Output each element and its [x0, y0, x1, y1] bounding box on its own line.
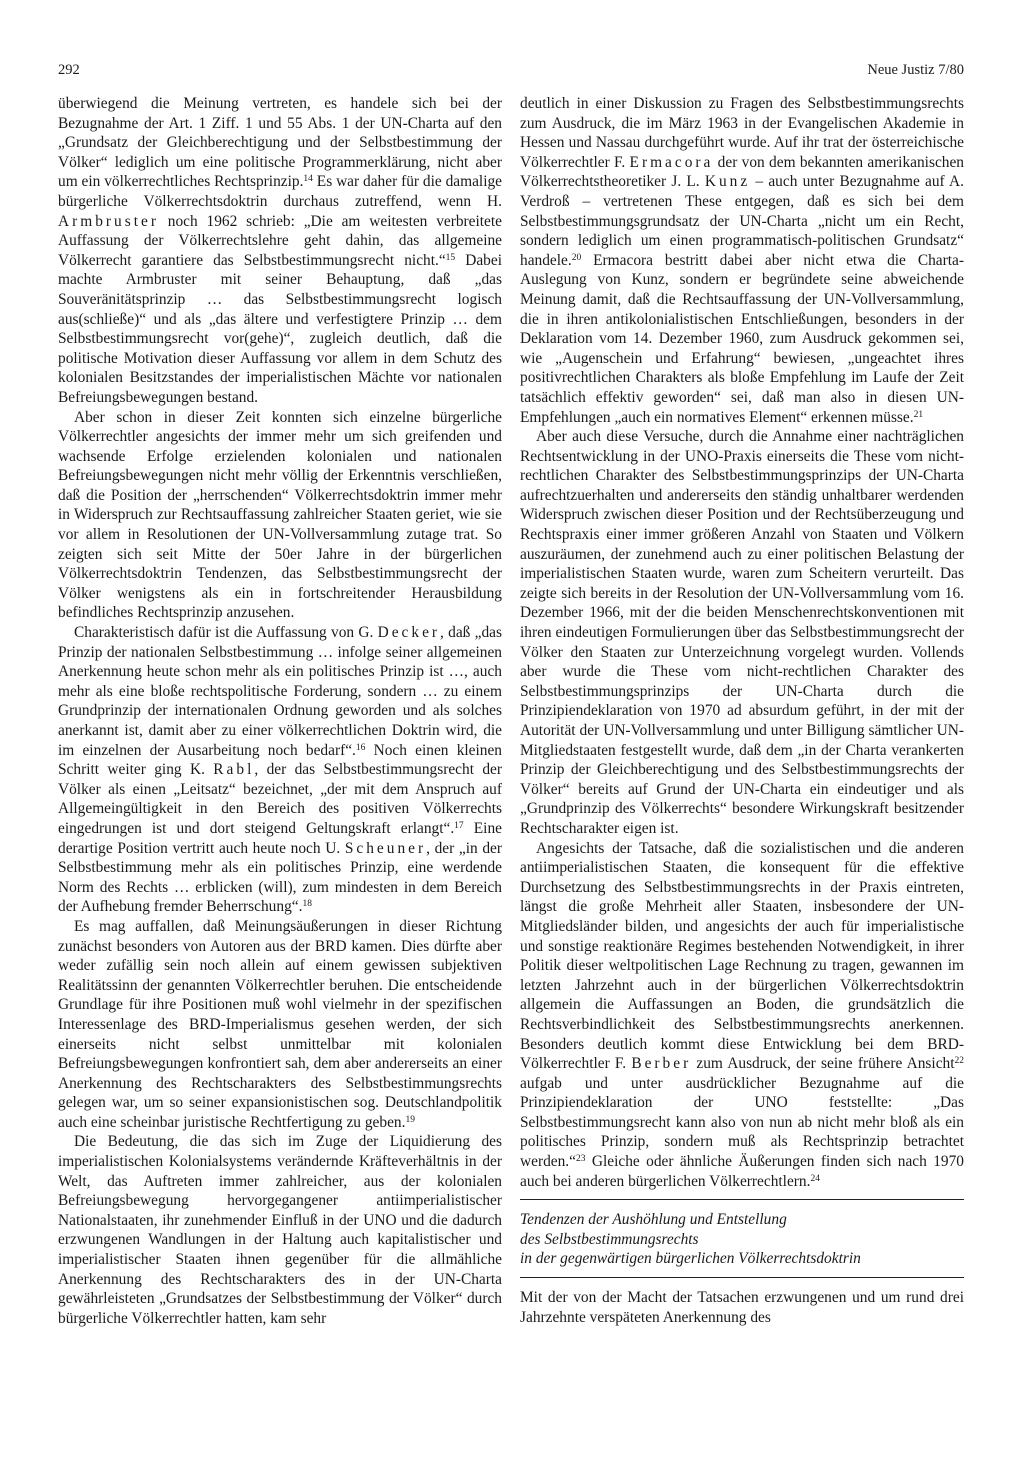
author-name: Armbruster	[58, 212, 159, 230]
footnote-ref: 17	[454, 820, 464, 831]
footnote-ref: 19	[405, 1114, 415, 1125]
section-heading	[520, 1210, 964, 1269]
author-name: Scheuner	[344, 839, 427, 857]
section-heading-line: Tendenzen der Aushöhlung und Entstellung	[520, 1211, 787, 1229]
paragraph: Angesichts der Tatsache, daß die sozialistischen und die anderen antiimperialistischen Staaten, die konsequent für die effektive Durchsetzung des Selbstbestimmungsrechts in der Praxis eintreten, längst die große Mehrheit aller Staaten, insbesondere der UN-Mitgliedsländer bilden, und angesichts der auch für imperialistische und sonstige reaktionäre Regimes bestehenden Notwendigkeit, in ihrer Politik dieser weltpolitischen Lage Rechnung zu tragen, gewannen im letzten Jahrzehnt auch in der bürgerlichen Völkerrechtsdoktrin allgemein die Auffassungen an Boden, die grundsätzlich die Rechtsverbindlichkeit des Selbstbestimmungsrechts anerkennen. Besonders deutlich kommt diese Entwicklung bei dem BRD-Völkerrechtler F. Berber zum Ausdruck, der seine frühere Ansicht$^{22}$ aufgab und unter ausdrücklicher Bezugnahme auf die Prinzipiendeklaration der UNO feststellte: „Das Selbstbestimmungsrecht kann also von nun ab nicht mehr bloß als ein politisches Prinzip, sondern muß als Rechtsprinzip betrachtet werden.“$^{23}$ Gleiche oder ähnliche Äußerungen finden sich nach 1970 auch bei anderen bürgerlichen Völkerrechtlern.$^{24}$	[520, 839, 965, 1190]
page-header	[58, 62, 964, 84]
journal-issue: Neue Justiz 7/80	[867, 62, 964, 78]
section-heading-line: in der gegenwärtigen bürgerlichen Völkerrechtsdoktrin	[520, 1250, 861, 1268]
paragraph: Aber schon in dieser Zeit konnten sich einzelne bürgerliche Völkerrechtler angesichts der immer mehr um sich greifenden und wachsende Erfolge erzielenden kolonialen und nationalen Befreiungsbewegungen nicht mehr völlig der Erkenntnis verschließen, daß die Position der „herrschenden“ Völkerrechtsdoktrin immer mehr in Widerspruch zur Rechtsauffassung zahlreicher Staaten geriet, wie sie vor allem in Resolutionen der UN-Vollversammlung zutage trat. So zeigten sich seit Mitte der 50er Jahre in der bürgerlichen Völkerrechtsdoktrin Tendenzen, das Selbstbestimmungsrecht der Völker wenigstens als ein in fortschreitender Herausbildung befindliches Rechtsprinzip anzusehen.	[58, 408, 502, 622]
author-name: Berber	[631, 1055, 692, 1073]
author-name: Ermacora	[629, 153, 714, 171]
divider-top	[520, 1199, 964, 1200]
paragraph: Die Bedeutung, die das sich im Zuge der Liquidierung des imperialistischen Kolonialsystems verändernde Kräfteverhältnis in der Welt, das Auftreten immer zahlreicher, aus der kolonialen Befreiungsbewegung hervorgegangener antiimperialistischer Nationalstaaten, ihr zunehmender Einfluß in der UNO und die dadurch erzwungenen Wandlungen in der Haltung auch kapitalistischer und imperialistischer Staaten ihnen gegenüber für die allmähliche Anerkennung des Rechtscharakters des in der UN-Charta gewährleisteten „Grundsatzes der Selbstbestimmung der Völker“ durch bürgerliche Völkerrechtler hatten, kam sehr	[58, 1133, 502, 1327]
divider-bottom	[520, 1277, 964, 1278]
author-name: Decker	[377, 624, 441, 642]
section-heading-line: des Selbstbestimmungsrechts	[520, 1230, 699, 1248]
footnote-ref: 22	[954, 1056, 965, 1067]
paragraph: Es mag auffallen, daß Meinungsäußerungen in dieser Richtung zunächst besonders von Autoren aus der BRD kamen. Dies dürfte aber weder zufällig sein noch allein auf einem gewissen subjektiven Realitätssinn der genannten Völkerrechtler beruhen. Die entscheidende Grundlage für ihre Positionen muß wohl vielmehr in der spezifischen Interessenlage des BRD-Imperialismus gesehen werden, der sich einerseits nicht selbst unmittelbar mit kolonialen Befreiungsbewegungen konfrontiert sah, dem aber andererseits an einer Anerkennung des Rechtscharakters des Selbstbestimmungsrechts gelegen war, um so seiner expansionistischen sog. Deutschlandpolitik auch eine scheinbar juristische Rechtfertigung zu geben.$^{19}$	[58, 917, 502, 1131]
author-name: Kunz	[704, 173, 751, 191]
footnote-ref: 21	[913, 409, 924, 420]
right-column	[520, 94, 964, 1327]
paragraph: Aber auch diese Versuche, durch die Annahme einer nachträglichen Rechtsentwicklung in der UNO-Praxis einerseits die These vom nicht-rechtlichen Charakter des Selbstbestimmungsprinzips der UN-Charta aufrechtzuerhalten und andererseits den ständig unhaltbarer werdenden Widerspruch zwischen dieser Position und der Rechtsüberzeugung und Rechtspraxis einer immer größeren Anzahl von Staaten und Völkern auszuräumen, der zunehmend auch zu einer politischen Belastung der imperialistischen Staaten wurde, waren zum Scheitern verurteilt. Das zeigte sich bereits in der Resolution der UN-Vollversammlung vom 16. Dezember 1966, mit der die beiden Menschenrechtskonventionen mit ihren eindeutigen Formulierungen über das Selbstbestimmungsrecht der Völker den Staaten zur Unterzeichnung vorgelegt wurden. Vollends aber wurde die These vom nicht-rechtlichen Charakter des Selbstbestimmungsprinzips der UN-Charta durch die Prinzipiendeklaration von 1970 ad absurdum geführt, in der mit der Autorität der UN-Vollversammlung und unter Billigung sämtlicher UN-Mitgliedstaaten festgestellt wurde, daß dem „in der Charta verankerten Prinzip der Gleichberechtigung und des Selbstbestimmungsrechts der Völker“ bereits auf Grund der UN-Charta ein eindeutiger und als „Grundprinzip des Völkerrechts“ besondere Wirkungskraft besitzender Rechtscharakter eigen ist.	[520, 428, 964, 837]
paragraph: deutlich in einer Diskussion zu Fragen des Selbstbestimmungsrechts zum Ausdruck, die im März 1963 in der Evangelischen Akademie in Hessen und Nassau durchgeführt wurde. Auf ihr trat der österreichische Völkerrechtler F. Ermacora der von dem bekannten amerikanischen Völkerrechtstheoretiker J. L. Kunz – auch unter Bezugnahme auf A. Verdroß – vertretenen These entgegen, daß es sich bei dem Selbstbestimmungsgrundsatz der UN-Charta „nicht um ein Recht, sondern lediglich um einen programmatisch-politischen Grundsatz“ handele.$^{20}$ Ermacora bestritt dabei aber nicht etwa die Charta-Auslegung von Kunz, sondern er begründete seine abweichende Meinung damit, daß die Rechtsauffassung der UN-Vollversammlung, die in ihren antikolonialistischen Entschließungen, besonders in der Deklaration vom 14. Dezember 1960, zum Ausdruck gekommen sei, wie „Augenschein und Erfahrung“ bewiesen, „ungeachtet ihres positivrechtlichen Charakters als bloße Empfehlung im Laufe der Zeit tatsächlich effektiv geworden“ sei, daß man also in diesen UN-Empfehlungen „auch ein normatives Element“ erkennen müsse.$^{21}$	[520, 95, 964, 426]
footnote-ref: 23	[575, 1154, 586, 1165]
footnote-ref: 14	[303, 174, 313, 185]
left-column	[58, 94, 502, 1328]
paragraph: Charakteristisch dafür ist die Auffassung von G. Decker, daß „das Prinzip der nationalen Selbstbestimmung … infolge seiner allgemeinen Anerkennung heute schon mehr als ein politisches Prinzip ist …, auch mehr als eine bloße rechtspolitische Forderung, sondern … zu einem Grundprinzip der internationalen Ordnung geworden und als solches anerkannt ist, damit aber zu einer völkerrechtlichen Doktrin wird, die im einzelnen der Ausarbeitung noch bedarf“.$^{16}$ Noch einen kleinen Schritt weiter ging K. Rabl, der das Selbstbestimmungsrecht der Völker als einen „Leitsatz“ bezeichnet, „der mit dem Anspruch auf Allgemeingültigkeit in den Bereich des positiven Völkerrechts eingedrungen ist und dort steigend Geltungskraft erlangt“.$^{17}$ Eine derartige Position vertritt auch heute noch U. Scheuner, der „in der Selbstbestimmung mehr als ein politisches Prinzip, eine werdende Norm des Rechts … erblicken (will), zum mindesten in dem Bereich der Aufhebung fremder Beherrschung“.$^{18}$	[58, 624, 502, 916]
page-number: 292	[58, 62, 80, 78]
footnote-ref: 24	[810, 1173, 820, 1184]
footnote-ref: 16	[355, 742, 366, 753]
author-name: Rabl	[213, 761, 255, 779]
paragraph: überwiegend die Meinung vertreten, es handele sich bei der Bezugnahme der Art. 1 Ziff. 1 und 55 Abs. 1 der UN-Charta auf den „Grundsatz der Gleichberechtigung und der Selbstbestimmung der Völker“ lediglich um eine politische Programmerklärung, nicht aber um ein völkerrechtliches Rechtsprinzip.$^{14}$ Es war daher für die damalige bürgerliche Völkerrechtsdoktrin durchaus zutreffend, wenn H. Armbruster noch 1962 schrieb: „Die am weitesten verbreitete Auffassung der Völkerrechtslehre geht dahin, das allgemeine Völkerrecht garantiere das Selbstbestimmungsrecht nicht.“$^{15}$ Dabei machte Armbruster mit seiner Behauptung, daß „das Souveränitätsprinzip … das Selbstbestimmungsrecht logisch aus(schließe)“ und als „das ältere und verfestigtere Prinzip … dem Selbstbestimmungsrecht vor(gehe)“, zugleich deutlich, daß die politische Motivation dieser Auffassung vor allem in dem Schutz des kolonialen Besitzstandes der imperialistischen Mächte vor nationalen Befreiungsbewegungen bestand.	[58, 95, 502, 406]
footnote-ref: 20	[571, 252, 582, 263]
footnote-ref: 18	[302, 899, 312, 910]
paragraph: Mit der von der Macht der Tatsachen erzwungenen und um rund drei Jahrzehnte verspäteten Anerkennung des	[520, 1289, 964, 1326]
footnote-ref: 15	[445, 252, 456, 263]
